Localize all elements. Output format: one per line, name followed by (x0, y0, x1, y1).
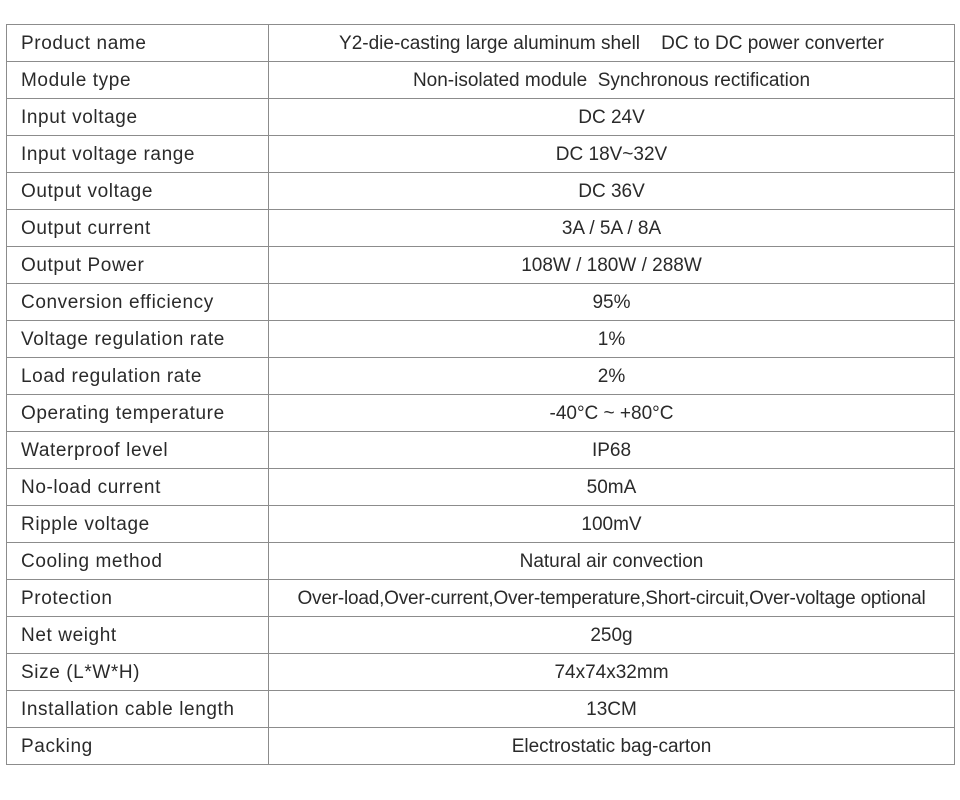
row-value-operating-temperature: -40°C ~ +80°C (269, 395, 955, 432)
row-label-voltage-regulation-rate: Voltage regulation rate (7, 321, 269, 358)
row-label-output-current: Output current (7, 210, 269, 247)
table-row (7, 469, 955, 506)
row-label-cooling-method: Cooling method (7, 543, 269, 580)
table-row (7, 580, 955, 617)
row-label-conversion-efficiency: Conversion efficiency (7, 284, 269, 321)
row-label-protection: Protection (7, 580, 269, 617)
table-row (7, 691, 955, 728)
table-row (7, 210, 955, 247)
table-row (7, 247, 955, 284)
row-label-ripple-voltage: Ripple voltage (7, 506, 269, 543)
row-value-waterproof-level: IP68 (269, 432, 955, 469)
row-label-input-voltage: Input voltage (7, 99, 269, 136)
row-value-output-current: 3A / 5A / 8A (269, 210, 955, 247)
table-row (7, 62, 955, 99)
row-value-size: 74x74x32mm (269, 654, 955, 691)
spec-table (6, 24, 955, 765)
table-row (7, 99, 955, 136)
row-label-waterproof-level: Waterproof level (7, 432, 269, 469)
row-label-output-voltage: Output voltage (7, 173, 269, 210)
row-label-no-load-current: No-load current (7, 469, 269, 506)
row-value-module-type: Non-isolated module Synchronous rectification (269, 62, 955, 99)
row-value-packing: Electrostatic bag-carton (269, 728, 955, 765)
row-label-packing: Packing (7, 728, 269, 765)
row-label-size: Size (L*W*H) (7, 654, 269, 691)
row-value-cooling-method: Natural air convection (269, 543, 955, 580)
table-row (7, 358, 955, 395)
table-row (7, 25, 955, 62)
row-value-input-voltage: DC 24V (269, 99, 955, 136)
table-row (7, 617, 955, 654)
row-label-operating-temperature: Operating temperature (7, 395, 269, 432)
row-label-net-weight: Net weight (7, 617, 269, 654)
row-value-product-name: Y2-die-casting large aluminum shell DC to DC power converter (269, 25, 955, 62)
row-label-installation-cable-length: Installation cable length (7, 691, 269, 728)
table-row (7, 728, 955, 765)
row-value-voltage-regulation-rate: 1% (269, 321, 955, 358)
row-label-output-power: Output Power (7, 247, 269, 284)
table-row (7, 321, 955, 358)
table-row (7, 136, 955, 173)
row-label-product-name: Product name (7, 25, 269, 62)
row-value-no-load-current: 50mA (269, 469, 955, 506)
row-value-conversion-efficiency: 95% (269, 284, 955, 321)
row-label-module-type: Module type (7, 62, 269, 99)
row-value-net-weight: 250g (269, 617, 955, 654)
table-row (7, 284, 955, 321)
row-value-protection: Over-load,Over-current,Over-temperature,Short-circuit,Over-voltage optional (269, 580, 955, 617)
table-row (7, 432, 955, 469)
row-value-ripple-voltage: 100mV (269, 506, 955, 543)
row-value-load-regulation-rate: 2% (269, 358, 955, 395)
row-value-input-voltage-range: DC 18V~32V (269, 136, 955, 173)
row-value-installation-cable-length: 13CM (269, 691, 955, 728)
table-row (7, 395, 955, 432)
row-value-output-voltage: DC 36V (269, 173, 955, 210)
row-value-output-power: 108W / 180W / 288W (269, 247, 955, 284)
table-row (7, 173, 955, 210)
row-label-load-regulation-rate: Load regulation rate (7, 358, 269, 395)
table-row (7, 654, 955, 691)
table-row (7, 543, 955, 580)
table-row (7, 506, 955, 543)
row-label-input-voltage-range: Input voltage range (7, 136, 269, 173)
